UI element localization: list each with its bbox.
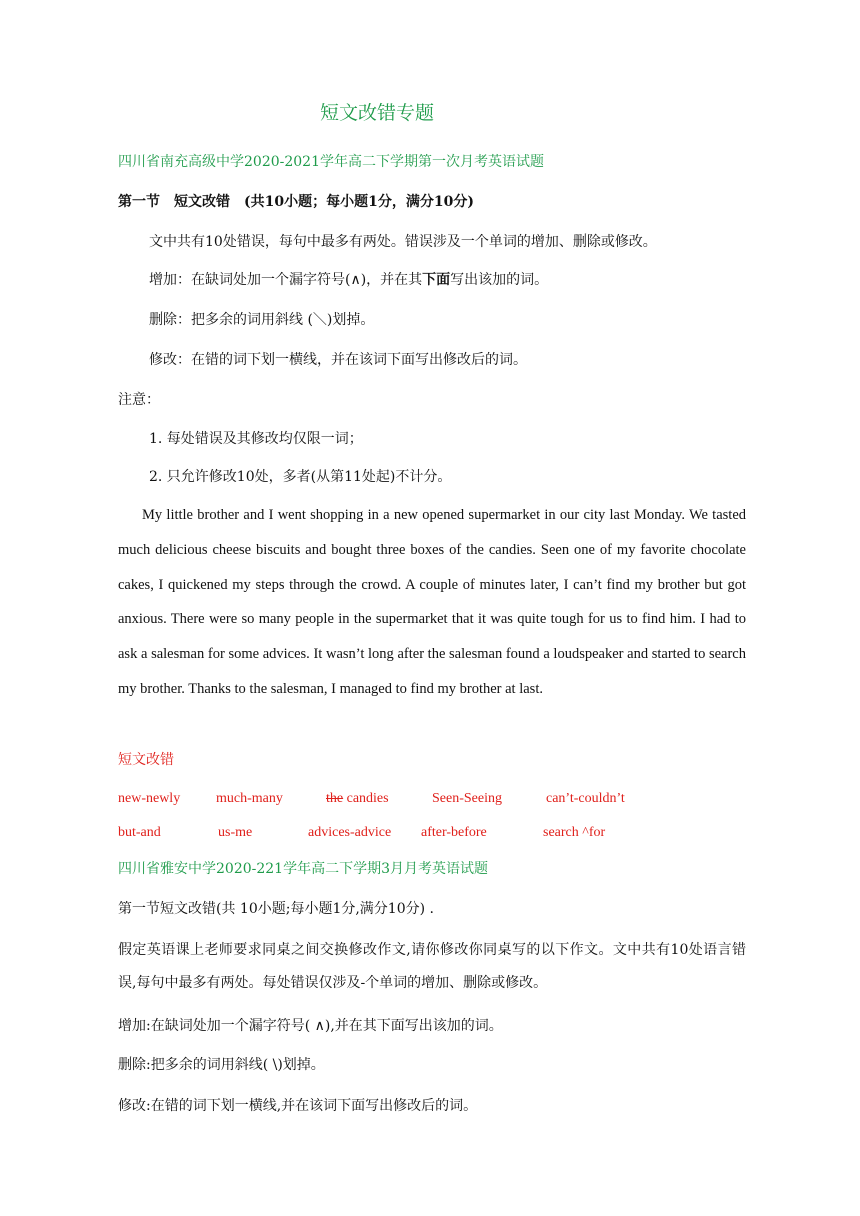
answer-item: new-newly bbox=[118, 791, 181, 806]
answer-heading: 短文改错 bbox=[118, 752, 174, 768]
instruction-delete: 删除：把多余的词用斜线 (＼)划掉。 bbox=[149, 312, 375, 328]
source-line-1: 四川省南充高级中学2020-2021学年高二下学期第一次月考英语试题 bbox=[118, 154, 544, 170]
answer-item: can’t-couldn’t bbox=[546, 791, 625, 806]
answer-item: us-me bbox=[218, 825, 253, 840]
instruction-add-part-a: 增加：在缺词处加一个漏字符号(∧)，并在其 bbox=[149, 272, 423, 288]
source-line-2: 四川省雅安中学2020-221学年高二下学期3月月考英语试题 bbox=[118, 861, 488, 877]
instruction-add-bold: 下面 bbox=[422, 272, 451, 288]
instruction-add bbox=[149, 270, 548, 290]
note-item-2: 2. 只允许修改10处，多者(从第11处起)不计分。 bbox=[149, 469, 452, 485]
instruction-add-part-b: 写出该加的词。 bbox=[450, 272, 549, 288]
instruction-1: 文中共有10处错误，每句中最多有两处。错误涉及一个单词的增加、删除或修改。 bbox=[149, 234, 657, 250]
section-heading-2: 第一节短文改错(共 10小题;每小题1分,满分10分) . bbox=[118, 901, 434, 917]
answer-item: but-and bbox=[118, 825, 161, 840]
section2-modify-instruction: 修改:在错的词下划一横线,并在该词下面写出修改后的词。 bbox=[118, 1098, 478, 1114]
answer-word-rest: candies bbox=[343, 791, 389, 806]
section2-delete-instruction: 删除:把多余的词用斜线( \)划掉。 bbox=[118, 1057, 325, 1073]
answer-item: much-many bbox=[216, 791, 283, 806]
section-heading-1: 第一节 短文改错 (共10小题；每小题1分，满分10分) bbox=[118, 194, 474, 210]
answer-item: search ^for bbox=[543, 825, 606, 840]
passage-text: My little brother and I went shopping in a new opened supermarket in our city last Monday. We tasted much delicious cheese biscuits and bought three boxes of the candies. Seen one of my favorite chocolate cakes, I quickened my steps through the crowd. A couple of minutes later, I can’t find my brother but got anxious. There were so many people in the supermarket that it was quite tough for us to find him. I had to ask a salesman for some advices. It wasn’t long after the salesman found a loudspeaker and started to search my brother. Thanks to the salesman, I managed to find my brother at last. bbox=[118, 507, 746, 697]
instruction-modify: 修改：在错的词下划一横线，并在该词下面写出修改后的词。 bbox=[149, 352, 527, 368]
section2-add-instruction: 增加:在缺词处加一个漏字符号( ∧),并在其下面写出该加的词。 bbox=[118, 1018, 503, 1034]
answer-item: advices-advice bbox=[308, 825, 392, 840]
answer-item: after-before bbox=[421, 825, 487, 840]
deleted-word: the bbox=[326, 791, 344, 806]
answer-item: Seen-Seeing bbox=[432, 791, 502, 806]
page-title: 短文改错专题 bbox=[320, 102, 435, 124]
note-label: 注意： bbox=[118, 392, 160, 408]
section2-intro: 假定英语课上老师要求同桌之间交换修改作文,请你修改你同桌写的以下作文。文中共有10处语言错误,每句中最多有两处。每处错误仅涉及-个单词的增加、删除或修改。 bbox=[118, 942, 746, 991]
note-item-1: 1. 每处错误及其修改均仅限一词； bbox=[149, 431, 363, 447]
answer-item-deletion bbox=[326, 789, 389, 809]
